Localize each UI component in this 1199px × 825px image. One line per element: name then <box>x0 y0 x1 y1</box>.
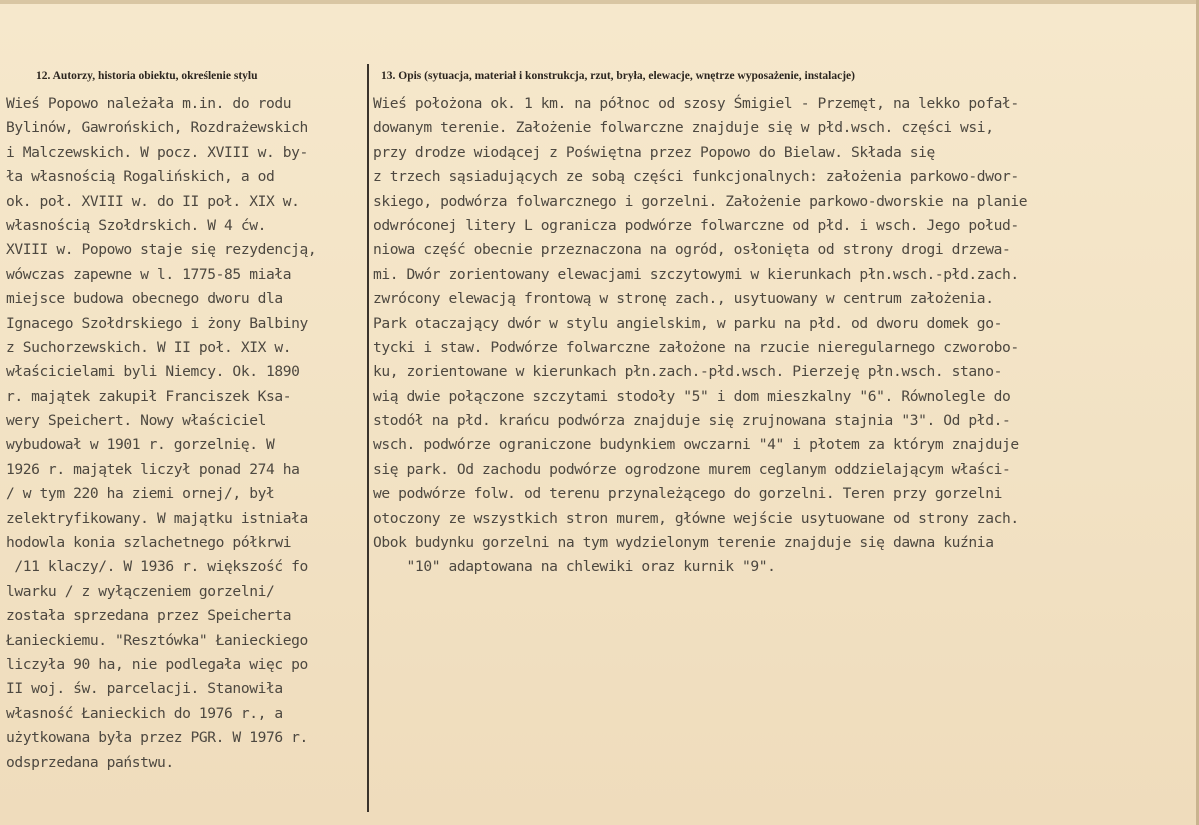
typed-line: właścicielami byli Niemcy. Ok. 1890 <box>6 363 300 381</box>
typed-line: stodół na płd. krańcu podwórza znajduje się zrujnowana stajnia "3". Od płd.- <box>373 412 1011 430</box>
typed-line: własnością Szołdrskich. W 4 ćw. <box>6 216 266 234</box>
typed-line: hodowla konia szlachetnego półkrwi <box>6 534 292 552</box>
typed-line: wybudował w 1901 r. gorzelnię. W <box>6 436 275 454</box>
typed-line: przy drodze wiodącej z Poświętna przez Popowo do Bielaw. Składa się <box>373 143 935 161</box>
typed-line: /11 klaczy/. W 1936 r. większość fo <box>6 558 308 576</box>
typed-line: II woj. św. parcelacji. Stanowiła <box>6 680 283 698</box>
typed-line: i Malczewskich. W pocz. XVIII w. by- <box>6 143 308 161</box>
typed-line: została sprzedana przez Speicherta <box>6 607 292 625</box>
typed-line: Wieś położona ok. 1 km. na północ od szosy Śmigiel - Przemęt, na lekko pofał- <box>373 95 1019 112</box>
typed-line: ku, zorientowane w kierunkach płn.zach.-płd.wsch. Pierzeję płn.wsch. stano- <box>373 363 1002 381</box>
section-12-text <box>6 92 372 775</box>
typed-line: zwrócony elewacją frontową w stronę zach., usytuowany w centrum założenia. <box>373 290 994 308</box>
typed-line: Łanieckiemu. "Resztówka" Łanieckiego <box>6 631 308 649</box>
typed-line: się park. Od zachodu podwórze ogrodzone murem ceglanym oddzielającym właści- <box>373 460 1011 478</box>
typed-line: użytkowana była przez PGR. W 1976 r. <box>6 729 308 747</box>
card-top-edge <box>0 0 1199 4</box>
typed-line: / w tym 220 ha ziemi ornej/, był <box>6 485 275 503</box>
typed-line: lwarku / z wyłączeniem gorzelni/ <box>6 582 275 600</box>
typed-line: liczyła 90 ha, nie podlegała więc po <box>6 655 308 673</box>
typed-line: 1926 r. majątek liczył ponad 274 ha <box>6 460 300 478</box>
typed-line: XVIII w. Popowo staje się rezydencją, <box>6 241 317 259</box>
typed-line: miejsce budowa obecnego dworu dla <box>6 290 283 308</box>
typed-line: skiego, podwórza folwarcznego i gorzelni. Założenie parkowo-dworskie na planie <box>373 192 1028 210</box>
typed-line: odsprzedana państwu. <box>6 753 174 771</box>
typed-line: z Suchorzewskich. W II poł. XIX w. <box>6 338 292 356</box>
typed-line: Wieś Popowo należała m.in. do rodu <box>6 95 292 112</box>
typed-line: mi. Dwór zorientowany elewacjami szczytowymi w kierunkach płn.wsch.-płd.zach. <box>373 265 1019 283</box>
typed-line: ok. poł. XVIII w. do II poł. XIX w. <box>6 192 300 210</box>
typed-line: tycki i staw. Podwórze folwarczne założone na rzucie nieregularnego czworobo- <box>373 338 1019 356</box>
typed-line: własność Łanieckich do 1976 r., a <box>6 704 283 722</box>
typed-line: niowa część obecnie przeznaczona na ogród, osłonięta od strony drogi drzewa- <box>373 241 1011 259</box>
typed-line: ła własnością Rogalińskich, a od <box>6 168 275 186</box>
typed-line: wią dwie połączone szczytami stodoły "5" i dom mieszkalny "6". Równolegle do <box>373 387 1011 405</box>
typed-line: zelektryfikowany. W majątku istniała <box>6 509 308 527</box>
typed-line: wówczas zapewne w l. 1775-85 miała <box>6 265 292 283</box>
typed-line: Obok budynku gorzelni na tym wydzielonym terenie znajduje się dawna kuźnia <box>373 534 994 552</box>
typed-line: r. majątek zakupił Franciszek Ksa- <box>6 387 292 405</box>
typed-line: we podwórze folw. od terenu przynależącego do gorzelni. Teren przy gorzelni <box>373 485 1002 503</box>
section-13-text <box>373 92 1193 580</box>
typed-line: wsch. podwórze ograniczone budynkiem owczarni "4" i płotem za którym znajduje <box>373 436 1019 454</box>
typed-line: odwróconej litery L ogranicza podwórze folwarczne od płd. i wsch. Jego połud- <box>373 216 1019 234</box>
typed-line: Park otaczający dwór w stylu angielskim, w parku na płd. od dworu domek go- <box>373 314 1002 332</box>
typed-line: z trzech sąsiadujących ze sobą części funkcjonalnych: założenia parkowo-dwor- <box>373 168 1019 186</box>
typed-line: Ignacego Szołdrskiego i żony Balbiny <box>6 314 308 332</box>
typed-line: "10" adaptowana na chlewiki oraz kurnik "9". <box>373 558 776 576</box>
section-12-heading: 12. Autorzy, historia obiektu, określenie stylu <box>36 70 258 82</box>
typed-line: otoczony ze wszystkich stron murem, główne wejście usytuowane od strony zach. <box>373 509 1019 527</box>
typed-line: wery Speichert. Nowy właściciel <box>6 412 266 430</box>
typed-line: Bylinów, Gawrońskich, Rozdrażewskich <box>6 119 308 137</box>
typed-line: dowanym terenie. Założenie folwarczne znajduje się w płd.wsch. części wsi, <box>373 119 994 137</box>
section-13-heading: 13. Opis (sytuacja, materiał i konstrukcja, rzut, bryła, elewacje, wnętrze wyposażenie, instalacje) <box>381 70 855 82</box>
